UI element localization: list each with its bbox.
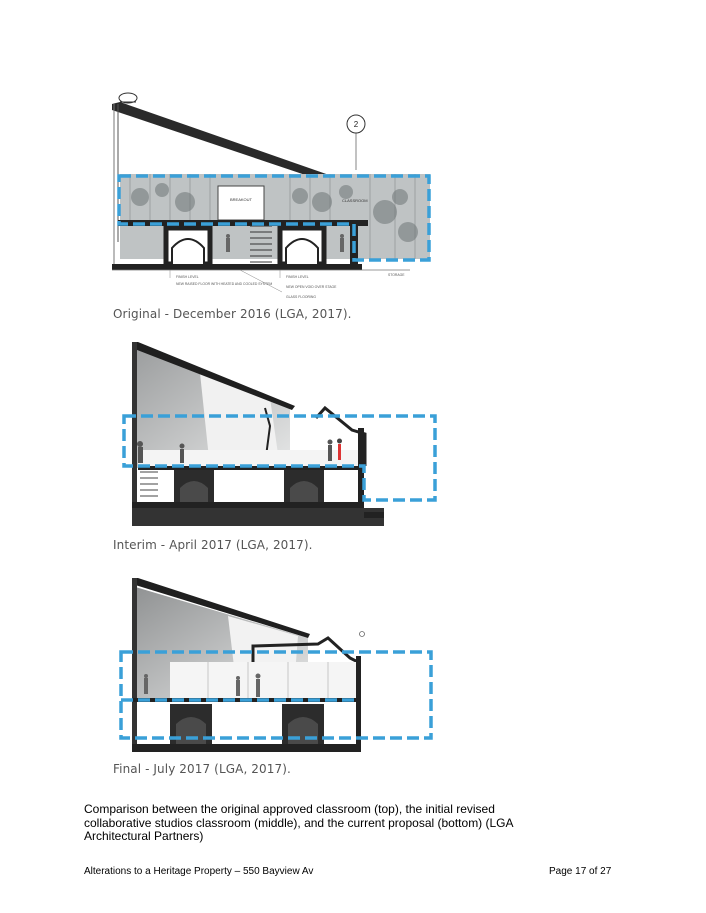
tag-finish-level-1: FINISH LEVEL [176,275,199,279]
classroom-label: CLASSROOM [342,198,368,203]
footer-page-number: Page 17 of 27 [549,866,612,877]
caption-final: Final - July 2017 (LGA, 2017). [113,762,291,776]
comparison-caption: Comparison between the original approved classroom (top), the initial revised collaborative studios classroom (middle), and the current proposal (bottom) (LGA Architectural Partners) [84,802,513,843]
tag-glass-flooring: GLASS FLOORING [286,295,316,299]
figure-original [110,92,440,302]
section-marker: 2 [353,120,359,129]
final-section-drawing [118,572,438,754]
caption-interim: Interim - April 2017 (LGA, 2017). [113,538,313,552]
original-section-drawing [110,92,440,302]
figure-interim [120,338,440,533]
footer-title: Alterations to a Heritage Property – 550 Bayview Av [84,866,314,877]
breakout-label: BREAKOUT [229,197,253,202]
interim-section-drawing [120,338,440,533]
figure-final [118,572,438,754]
tag-finish-level-2: FINISH LEVEL [286,275,309,279]
caption-original: Original - December 2016 (LGA, 2017). [113,307,352,321]
tag-open-void: NEW OPEN VOID OVER STAGE [286,285,337,289]
tag-storage: STORAGE [388,273,405,277]
tag-raised-floor: NEW RAISED FLOOR WITH HEATED AND COOLED SYSTEM [176,282,273,286]
